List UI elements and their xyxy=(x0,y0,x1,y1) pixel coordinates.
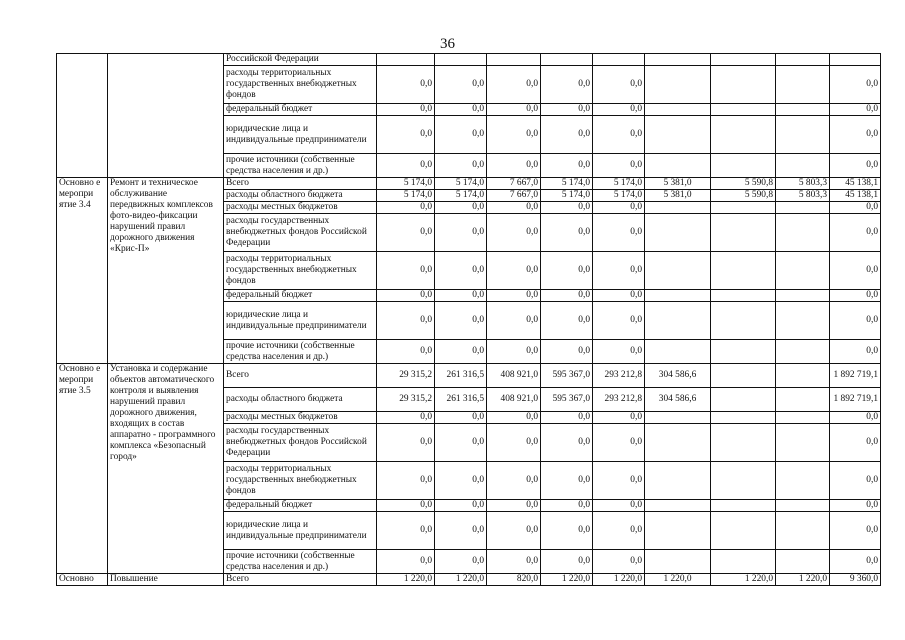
value-cell: 5 174,0 xyxy=(377,178,435,190)
measure-cell: Основно е меропри ятие 3.5 xyxy=(57,364,108,574)
value-cell: 293 212,8 xyxy=(593,364,645,388)
funding-source-cell: юридические лица и индивидуальные предприниматели xyxy=(224,116,377,154)
value-cell xyxy=(711,462,776,500)
value-cell: 0,0 xyxy=(830,302,881,340)
value-cell xyxy=(645,512,711,550)
value-cell: 0,0 xyxy=(487,202,541,214)
value-cell: 0,0 xyxy=(377,424,435,462)
value-cell: 9 360,0 xyxy=(830,574,881,586)
value-cell: 5 381,0 xyxy=(645,190,711,202)
measure-cell: Основно xyxy=(57,574,108,586)
value-cell: 0,0 xyxy=(541,66,593,104)
value-cell: 0,0 xyxy=(541,550,593,574)
value-cell: 1 220,0 xyxy=(541,574,593,586)
value-cell: 0,0 xyxy=(377,500,435,512)
value-cell: 1 892 719,1 xyxy=(830,364,881,388)
table-row xyxy=(57,54,881,66)
measure-name-cell xyxy=(108,54,224,178)
value-cell: 0,0 xyxy=(593,412,645,424)
value-cell: 0,0 xyxy=(435,424,487,462)
value-cell xyxy=(776,364,830,388)
value-cell xyxy=(711,104,776,116)
value-cell xyxy=(711,500,776,512)
value-cell xyxy=(711,202,776,214)
funding-source-cell: Российской Федерации xyxy=(224,54,377,66)
value-cell xyxy=(645,214,711,252)
value-cell xyxy=(645,252,711,290)
funding-source-cell: расходы территориальных государственных внебюджетных фондов xyxy=(224,66,377,104)
value-cell: 0,0 xyxy=(593,214,645,252)
value-cell: 0,0 xyxy=(435,154,487,178)
funding-source-cell: прочие источники (собственные средства населения и др.) xyxy=(224,154,377,178)
value-cell xyxy=(711,290,776,302)
value-cell: 7 667,0 xyxy=(487,178,541,190)
table-row xyxy=(57,574,881,586)
value-cell: 0,0 xyxy=(377,302,435,340)
value-cell xyxy=(711,512,776,550)
value-cell xyxy=(645,302,711,340)
value-cell: 0,0 xyxy=(435,302,487,340)
value-cell: 5 381,0 xyxy=(645,178,711,190)
value-cell: 0,0 xyxy=(435,104,487,116)
value-cell xyxy=(776,104,830,116)
value-cell xyxy=(711,388,776,412)
value-cell xyxy=(645,550,711,574)
value-cell: 0,0 xyxy=(487,340,541,364)
funding-source-cell: расходы территориальных государственных внебюджетных фондов xyxy=(224,462,377,500)
value-cell: 0,0 xyxy=(830,424,881,462)
value-cell xyxy=(487,54,541,66)
value-cell: 0,0 xyxy=(541,424,593,462)
value-cell: 0,0 xyxy=(377,290,435,302)
value-cell: 0,0 xyxy=(377,512,435,550)
value-cell: 0,0 xyxy=(377,104,435,116)
value-cell: 0,0 xyxy=(830,214,881,252)
value-cell: 0,0 xyxy=(593,340,645,364)
value-cell: 0,0 xyxy=(435,462,487,500)
value-cell xyxy=(711,364,776,388)
value-cell: 0,0 xyxy=(487,116,541,154)
value-cell: 45 138,1 xyxy=(830,190,881,202)
value-cell xyxy=(776,66,830,104)
measure-cell: Основно е меропри ятие 3.4 xyxy=(57,178,108,364)
funding-source-cell: расходы государственных внебюджетных фондов Российской Федерации xyxy=(224,214,377,252)
value-cell: 0,0 xyxy=(593,154,645,178)
value-cell: 0,0 xyxy=(487,424,541,462)
value-cell: 0,0 xyxy=(541,290,593,302)
value-cell xyxy=(711,66,776,104)
value-cell xyxy=(645,54,711,66)
value-cell: 0,0 xyxy=(593,290,645,302)
value-cell: 5 590,8 xyxy=(711,178,776,190)
value-cell: 1 220,0 xyxy=(776,574,830,586)
value-cell: 0,0 xyxy=(830,512,881,550)
value-cell: 0,0 xyxy=(435,550,487,574)
value-cell: 0,0 xyxy=(541,154,593,178)
funding-source-cell: федеральный бюджет xyxy=(224,500,377,512)
value-cell: 1 220,0 xyxy=(593,574,645,586)
value-cell: 45 138,1 xyxy=(830,178,881,190)
value-cell xyxy=(645,66,711,104)
value-cell: 0,0 xyxy=(487,154,541,178)
value-cell xyxy=(776,462,830,500)
value-cell: 0,0 xyxy=(487,214,541,252)
value-cell xyxy=(776,512,830,550)
value-cell xyxy=(645,104,711,116)
value-cell: 0,0 xyxy=(487,412,541,424)
value-cell: 0,0 xyxy=(487,512,541,550)
funding-source-cell: Всего xyxy=(224,178,377,190)
value-cell: 5 174,0 xyxy=(593,178,645,190)
value-cell: 0,0 xyxy=(541,252,593,290)
value-cell: 1 892 719,1 xyxy=(830,388,881,412)
value-cell xyxy=(711,550,776,574)
value-cell xyxy=(776,202,830,214)
value-cell: 0,0 xyxy=(541,104,593,116)
funding-source-cell: прочие источники (собственные средства населения и др.) xyxy=(224,340,377,364)
funding-source-cell: федеральный бюджет xyxy=(224,104,377,116)
value-cell: 0,0 xyxy=(377,252,435,290)
value-cell: 1 220,0 xyxy=(645,574,711,586)
value-cell xyxy=(711,116,776,154)
value-cell: 261 316,5 xyxy=(435,364,487,388)
value-cell: 0,0 xyxy=(830,412,881,424)
value-cell xyxy=(593,54,645,66)
value-cell: 0,0 xyxy=(435,116,487,154)
value-cell: 0,0 xyxy=(593,66,645,104)
value-cell: 0,0 xyxy=(541,412,593,424)
value-cell xyxy=(645,202,711,214)
funding-source-cell: расходы областного бюджета xyxy=(224,190,377,202)
value-cell: 0,0 xyxy=(541,340,593,364)
value-cell: 0,0 xyxy=(593,202,645,214)
value-cell: 0,0 xyxy=(377,550,435,574)
value-cell: 5 174,0 xyxy=(377,190,435,202)
value-cell: 0,0 xyxy=(830,116,881,154)
value-cell xyxy=(711,54,776,66)
value-cell xyxy=(541,54,593,66)
value-cell: 0,0 xyxy=(830,462,881,500)
value-cell: 261 316,5 xyxy=(435,388,487,412)
value-cell: 5 803,3 xyxy=(776,190,830,202)
value-cell: 0,0 xyxy=(593,116,645,154)
value-cell: 0,0 xyxy=(830,550,881,574)
value-cell: 5 174,0 xyxy=(593,190,645,202)
value-cell: 0,0 xyxy=(487,302,541,340)
value-cell: 0,0 xyxy=(487,550,541,574)
value-cell xyxy=(435,54,487,66)
funding-source-cell: расходы территориальных государственных внебюджетных фондов xyxy=(224,252,377,290)
budget-table xyxy=(56,53,881,586)
value-cell: 0,0 xyxy=(830,252,881,290)
value-cell: 5 174,0 xyxy=(435,178,487,190)
funding-source-cell: прочие источники (собственные средства населения и др.) xyxy=(224,550,377,574)
value-cell: 0,0 xyxy=(487,66,541,104)
value-cell xyxy=(645,340,711,364)
value-cell: 0,0 xyxy=(593,550,645,574)
value-cell: 0,0 xyxy=(487,290,541,302)
value-cell xyxy=(776,252,830,290)
value-cell xyxy=(711,214,776,252)
value-cell: 0,0 xyxy=(541,462,593,500)
value-cell: 0,0 xyxy=(541,512,593,550)
value-cell xyxy=(776,412,830,424)
value-cell xyxy=(776,550,830,574)
value-cell xyxy=(776,424,830,462)
value-cell: 29 315,2 xyxy=(377,364,435,388)
value-cell: 0,0 xyxy=(593,252,645,290)
value-cell xyxy=(776,302,830,340)
value-cell xyxy=(377,54,435,66)
value-cell: 0,0 xyxy=(593,302,645,340)
value-cell xyxy=(645,500,711,512)
value-cell xyxy=(711,340,776,364)
value-cell: 0,0 xyxy=(435,290,487,302)
value-cell xyxy=(645,462,711,500)
table-row xyxy=(57,364,881,388)
value-cell xyxy=(776,340,830,364)
value-cell: 0,0 xyxy=(830,66,881,104)
value-cell: 0,0 xyxy=(435,412,487,424)
value-cell: 0,0 xyxy=(377,412,435,424)
value-cell xyxy=(830,54,881,66)
value-cell xyxy=(776,290,830,302)
value-cell: 0,0 xyxy=(377,214,435,252)
value-cell: 0,0 xyxy=(377,462,435,500)
page-number: 36 xyxy=(440,36,455,52)
funding-source-cell: расходы государственных внебюджетных фондов Российской Федерации xyxy=(224,424,377,462)
value-cell: 0,0 xyxy=(377,154,435,178)
measure-name-cell: Ремонт и техническое обслуживание передвижных комплексов фото-видео-фиксации нарушений правил дорожного движения «Крис-П» xyxy=(108,178,224,364)
value-cell: 0,0 xyxy=(830,154,881,178)
value-cell xyxy=(711,302,776,340)
value-cell: 0,0 xyxy=(435,512,487,550)
value-cell: 5 174,0 xyxy=(435,190,487,202)
value-cell: 0,0 xyxy=(593,512,645,550)
value-cell: 0,0 xyxy=(435,66,487,104)
value-cell: 0,0 xyxy=(830,500,881,512)
value-cell xyxy=(776,116,830,154)
value-cell xyxy=(711,424,776,462)
funding-source-cell: Всего xyxy=(224,574,377,586)
value-cell: 304 586,6 xyxy=(645,388,711,412)
table-row xyxy=(57,178,881,190)
value-cell: 0,0 xyxy=(435,340,487,364)
funding-source-cell: федеральный бюджет xyxy=(224,290,377,302)
value-cell: 1 220,0 xyxy=(435,574,487,586)
value-cell: 0,0 xyxy=(435,252,487,290)
value-cell xyxy=(711,154,776,178)
value-cell: 0,0 xyxy=(593,104,645,116)
value-cell: 1 220,0 xyxy=(377,574,435,586)
value-cell: 595 367,0 xyxy=(541,364,593,388)
value-cell: 0,0 xyxy=(377,116,435,154)
funding-source-cell: расходы областного бюджета xyxy=(224,388,377,412)
value-cell: 0,0 xyxy=(487,104,541,116)
value-cell: 0,0 xyxy=(593,424,645,462)
value-cell xyxy=(645,424,711,462)
value-cell: 0,0 xyxy=(487,252,541,290)
value-cell: 0,0 xyxy=(830,104,881,116)
value-cell xyxy=(711,412,776,424)
funding-source-cell: расходы местных бюджетов xyxy=(224,412,377,424)
value-cell: 0,0 xyxy=(593,462,645,500)
value-cell xyxy=(776,214,830,252)
value-cell: 595 367,0 xyxy=(541,388,593,412)
value-cell: 0,0 xyxy=(541,116,593,154)
value-cell: 0,0 xyxy=(541,302,593,340)
value-cell: 0,0 xyxy=(830,340,881,364)
measure-cell xyxy=(57,54,108,178)
value-cell: 29 315,2 xyxy=(377,388,435,412)
value-cell: 0,0 xyxy=(541,202,593,214)
value-cell: 0,0 xyxy=(830,290,881,302)
value-cell xyxy=(776,388,830,412)
value-cell: 0,0 xyxy=(487,500,541,512)
value-cell xyxy=(645,116,711,154)
value-cell: 0,0 xyxy=(541,500,593,512)
value-cell: 0,0 xyxy=(377,202,435,214)
value-cell xyxy=(711,252,776,290)
measure-name-cell: Повышение xyxy=(108,574,224,586)
value-cell: 5 174,0 xyxy=(541,178,593,190)
funding-source-cell: Всего xyxy=(224,364,377,388)
value-cell: 1 220,0 xyxy=(711,574,776,586)
value-cell xyxy=(776,500,830,512)
value-cell: 0,0 xyxy=(593,500,645,512)
value-cell: 0,0 xyxy=(377,340,435,364)
value-cell: 820,0 xyxy=(487,574,541,586)
value-cell: 0,0 xyxy=(487,462,541,500)
value-cell: 0,0 xyxy=(541,214,593,252)
value-cell: 7 667,0 xyxy=(487,190,541,202)
funding-source-cell: юридические лица и индивидуальные предприниматели xyxy=(224,512,377,550)
value-cell xyxy=(645,412,711,424)
value-cell: 0,0 xyxy=(435,500,487,512)
value-cell: 0,0 xyxy=(830,202,881,214)
value-cell: 408 921,0 xyxy=(487,388,541,412)
value-cell: 0,0 xyxy=(435,202,487,214)
funding-source-cell: юридические лица и индивидуальные предприниматели xyxy=(224,302,377,340)
measure-name-cell: Установка и содержание объектов автоматического контроля и выявления нарушений правил дорожного движения, входящих в состав аппаратно - программного комплекса «Безопасный город» xyxy=(108,364,224,574)
value-cell: 5 590,8 xyxy=(711,190,776,202)
value-cell: 5 803,3 xyxy=(776,178,830,190)
value-cell xyxy=(776,154,830,178)
value-cell: 0,0 xyxy=(435,214,487,252)
value-cell: 304 586,6 xyxy=(645,364,711,388)
value-cell: 293 212,8 xyxy=(593,388,645,412)
value-cell: 5 174,0 xyxy=(541,190,593,202)
value-cell xyxy=(645,154,711,178)
value-cell: 408 921,0 xyxy=(487,364,541,388)
funding-source-cell: расходы местных бюджетов xyxy=(224,202,377,214)
value-cell: 0,0 xyxy=(377,66,435,104)
value-cell xyxy=(645,290,711,302)
value-cell xyxy=(776,54,830,66)
